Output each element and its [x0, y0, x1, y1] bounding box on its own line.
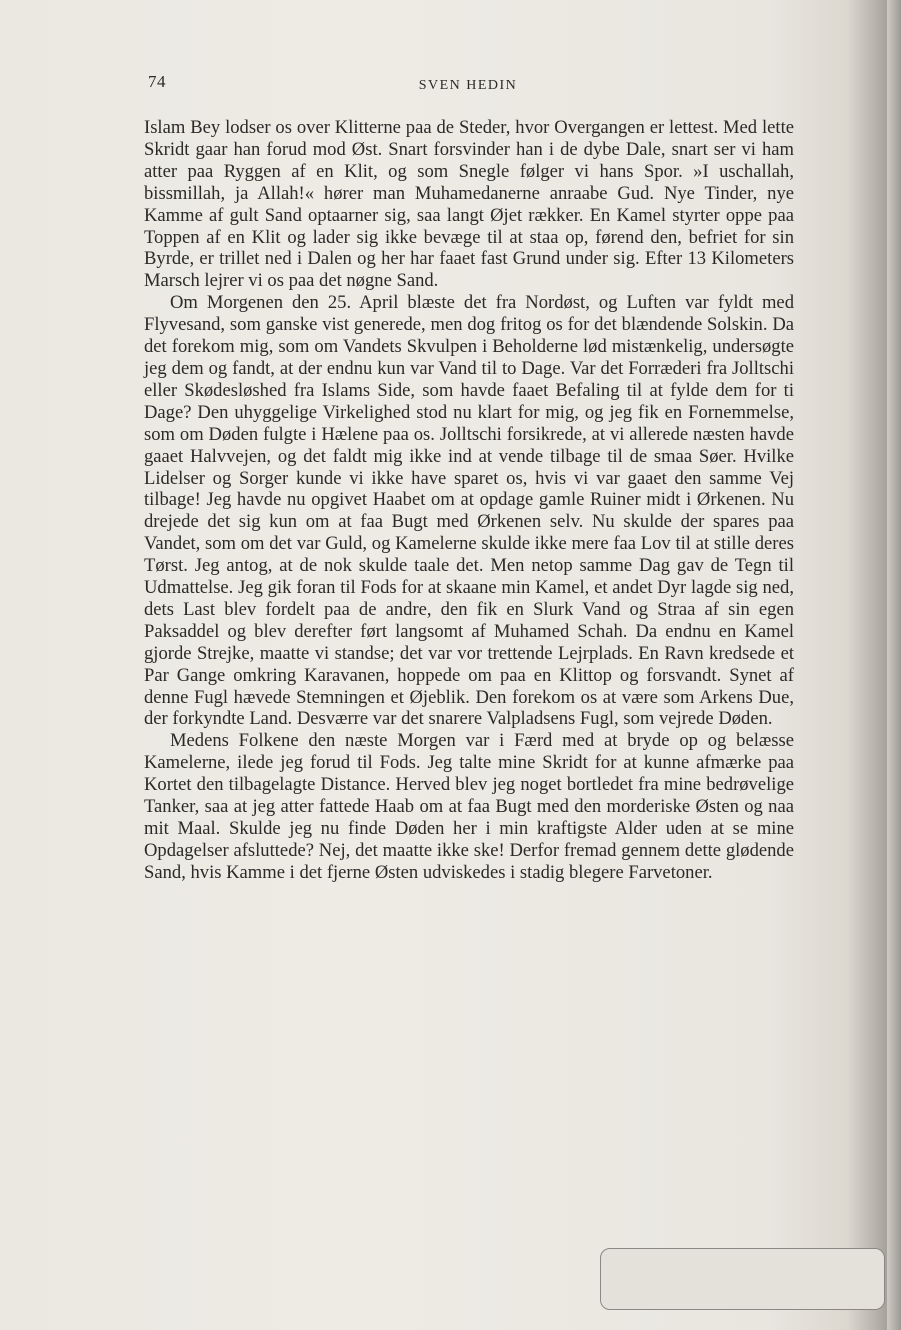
running-head: SVEN HEDIN — [418, 78, 518, 93]
paragraph-1: Islam Bey lodser os over Klitterne paa de Steder, hvor Overgangen er lettest. Med lette Skridt gaar han forud mod Øst. Snart forsvinder han i de dybe Dale, snart ser vi ham atter paa Ryggen af en Klit, og som Snegle følger vi hans Spor. »I uschallah, bissmillah, ja Allah!« hører man Muhamedanerne anraabe Gud. Nye Tinder, nye Kamme af gult Sand optaarner sig, saa langt Øjet rækker. En Kamel styrter oppe paa Toppen af en Klit og lader sig ikke bevæge til at staa op, førend den, befriet for sin Byrde, er trillet ned i Dalen og her har faaet fast Grund under sig. Efter 13 Kilometers Marsch lejrer vi os paa det nøgne Sand. — [144, 117, 794, 292]
page-edge — [887, 0, 901, 1330]
paper-slip — [600, 1248, 885, 1310]
page-number: 74 — [148, 72, 166, 91]
paragraph-2: Om Morgenen den 25. April blæste det fra Nordøst, og Luften var fyldt med Flyvesand, som ganske vist generede, men dog fritog os for det blændende Solskin. Da det forekom mig, som om Vandets Skvulpen i Beholderne lød mistænkelig, undersøgte jeg dem og fandt, at der endnu kun var Vand til to Dage. Var det Forræderi fra Jolltschi eller Skødesløshed fra Islams Side, som havde faaet Befaling til at fylde dem for ti Dage? Den uhyggelige Virkelighed stod nu klart for mig, og jeg fik en Fornemmelse, som om Døden fulgte i Hælene paa os. Jolltschi forsikrede, at vi allerede næsten havde gaaet Halvvejen, og det faldt mig ikke ind at vende tilbage til de smaa Søer. Hvilke Lidelser og Sorger kunde vi ikke have sparet os, hvis vi var gaaet den samme Vej tilbage! Jeg havde nu opgivet Haabet om at opdage gamle Ruiner midt i Ørkenen. Nu drejede det sig kun om at faa Bugt med Ørkenen selv. Nu skulde der spares paa Vandet, som om det var Guld, og Kamelerne skulde ikke mere faa Lov til at stille deres Tørst. Jeg antog, at de nok skulde taale det. Men netop samme Dag gav de Tegn til Udmattelse. Jeg gik foran til Fods for at skaane min Kamel, et andet Dyr lagde sig ned, dets Last blev fordelt paa de andre, den fik en Slurk Vand og Straa af sin egen Paksaddel og blev derefter ført langsomt af Muhamed Schah. Da endnu en Kamel gjorde Strejke, maatte vi standse; det var vor trettende Lejrplads. En Ravn kredsede et Par Gange omkring Karavanen, hoppede om paa en Klittop og forsvandt. Synet af denne Fugl hævede Stemningen et Øjeblik. Den forekom os at være som Arkens Due, der forkyndte Land. Desværre var det snarere Valpladsens Fugl, som vejrede Døden. — [144, 292, 794, 730]
paragraph-3: Medens Folkene den næste Morgen var i Færd med at bryde op og belæsse Kamelerne, ilede jeg forud til Fods. Jeg talte mine Skridt for at kunne afmærke paa Kortet den tilbagelagte Distance. Herved blev jeg noget bortledet fra mine bedrøvelige Tanker, saa at jeg atter fattede Haab om at faa Bugt med den morderiske Østen og naa mit Maal. Skulde jeg nu finde Døden her i min kraftigste Alder uden at se mine Opdagelser afsluttede? Nej, det maatte ikke ske! Derfor fremad gennem dette glødende Sand, hvis Kamme i det fjerne Østen udviskedes i stadig blegere Farvetoner. — [144, 730, 794, 883]
body-text — [144, 117, 794, 884]
